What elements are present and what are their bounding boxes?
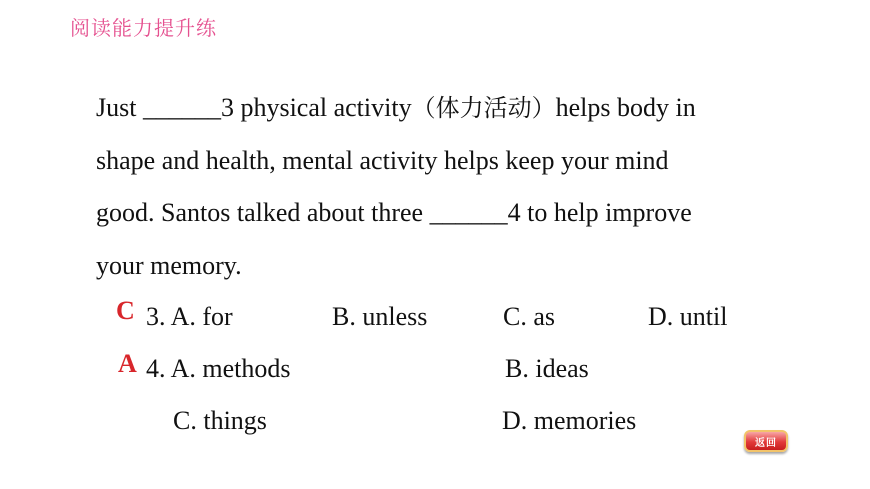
q4-option-b: B. ideas	[505, 354, 589, 383]
reading-passage	[96, 82, 816, 292]
q3-option-c: C. as	[503, 302, 555, 331]
passage-line-1-end: helps body in	[555, 93, 696, 122]
answer-q3: C	[116, 296, 135, 325]
q4-option-a: 4. A. methods	[146, 354, 291, 383]
q4-option-d: D. memories	[502, 406, 637, 435]
passage-line-1-start: Just ______3 physical activity	[96, 93, 412, 122]
passage-line-4: your memory.	[96, 250, 242, 280]
passage-line-3: good. Santos talked about three ______4 to help improve	[96, 198, 692, 227]
q3-option-d: D. until	[648, 302, 728, 331]
return-button[interactable]: 返回	[744, 430, 788, 452]
passage-line-1	[96, 82, 816, 135]
q3-option-a: 3. A. for	[146, 302, 233, 331]
passage-line-1-chinese-gloss: （体力活动）	[411, 94, 556, 122]
answer-q4: A	[118, 349, 137, 378]
passage-line-2: shape and health, mental activity helps keep your mind	[96, 145, 669, 175]
section-title: 阅读能力提升练	[70, 16, 217, 40]
q4-option-c: C. things	[173, 406, 267, 435]
q3-option-b: B. unless	[332, 302, 428, 331]
